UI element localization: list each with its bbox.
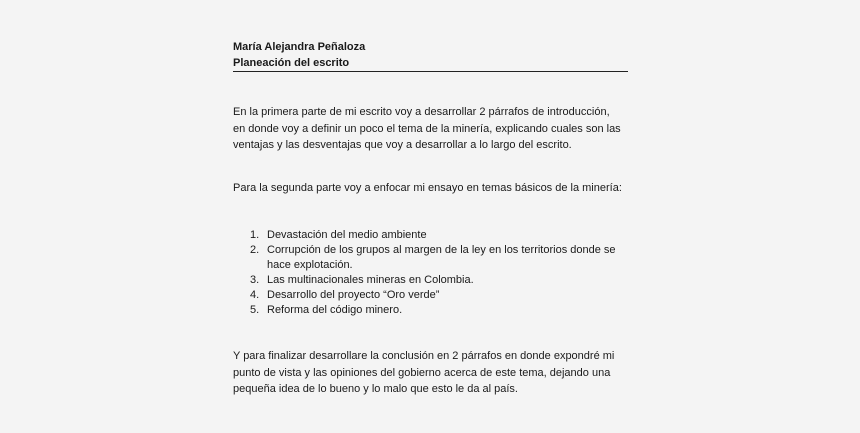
list-number: 5.	[250, 304, 260, 316]
closing-line: pequeña idea de lo bueno y lo malo que esto le da al país.	[233, 383, 518, 395]
second-line: Para la segunda parte voy a enfocar mi ensayo en temas básicos de la minería:	[233, 182, 622, 194]
list-item-text: Devastación del medio ambiente	[267, 229, 427, 241]
author-name: María Alejandra Peñaloza	[233, 41, 366, 53]
list-number: 1.	[250, 229, 260, 241]
list-item-text: Corrupción de los grupos al margen de la ley en los territorios donde se	[267, 244, 616, 256]
closing-paragraph	[233, 348, 633, 398]
list-item-text: Las multinacionales mineras en Colombia.	[267, 274, 474, 286]
document-page	[233, 0, 633, 433]
list-item-text-continued: hace explotación.	[267, 259, 353, 271]
header-divider	[233, 71, 628, 72]
topics-list	[233, 228, 633, 318]
list-item	[233, 273, 633, 288]
list-item	[233, 303, 633, 318]
second-paragraph	[233, 180, 633, 197]
intro-line: En la primera parte de mi escrito voy a desarrollar 2 párrafos de introducción,	[233, 106, 610, 118]
list-number: 2.	[250, 244, 260, 256]
closing-line: punto de vista y las opiniones del gobierno acerca de este tema, dejando una	[233, 366, 611, 379]
list-item	[233, 243, 633, 273]
list-item-text: Desarrollo del proyecto “Oro verde”	[267, 289, 440, 301]
intro-line: en donde voy a definir un poco el tema de la minería, explicando cuales son las	[233, 122, 621, 135]
list-item	[233, 288, 633, 303]
intro-paragraph	[233, 104, 633, 154]
list-item-text: Reforma del código minero.	[267, 304, 403, 316]
list-item	[233, 228, 633, 243]
closing-line: Y para finalizar desarrollare la conclusión en 2 párrafos en donde expondré mi	[233, 350, 615, 362]
list-number: 3.	[250, 274, 260, 286]
intro-line: ventajas y las desventajas que voy a desarrollar a lo largo del escrito.	[233, 139, 572, 151]
list-number: 4.	[250, 289, 260, 301]
document-title: Planeación del escrito	[233, 57, 350, 69]
